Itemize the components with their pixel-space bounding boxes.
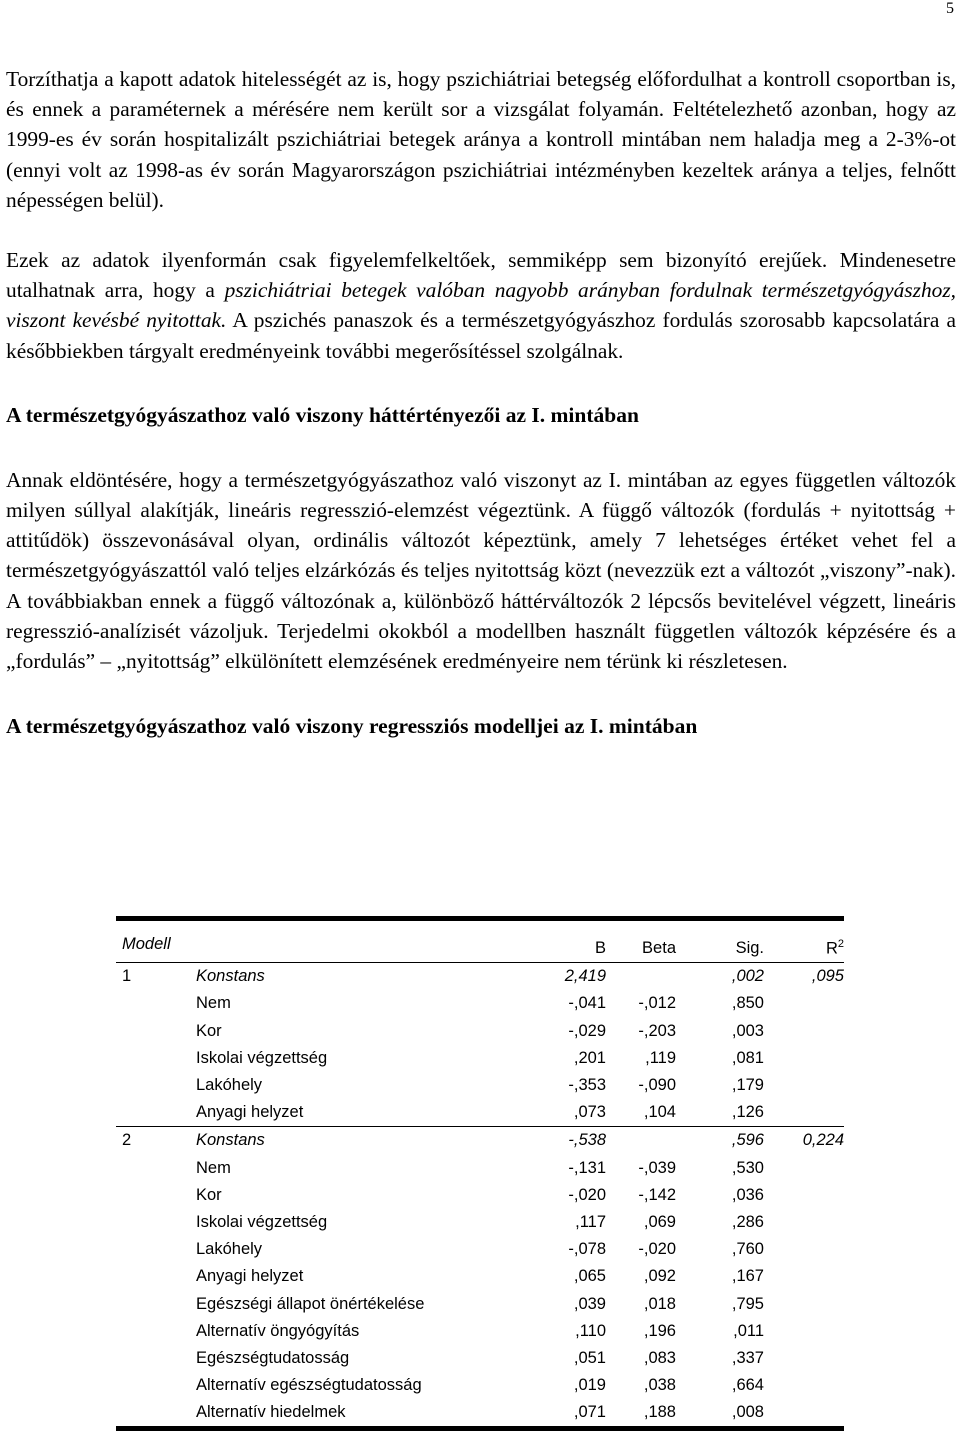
cell-b: -,020 (568, 1185, 606, 1204)
cell-b: -,353 (568, 1076, 606, 1095)
cell-r2 (764, 1099, 844, 1127)
table-header-row (116, 921, 844, 963)
cell-variable: Alternatív öngyógyítás (196, 1321, 360, 1340)
header-sig: Sig. (735, 939, 764, 958)
paragraph-2 (6, 245, 956, 366)
cell-sig: ,002 (676, 963, 764, 991)
header-b: B (594, 939, 606, 958)
cell-b: ,019 (573, 1376, 606, 1395)
cell-sig: ,286 (731, 1212, 764, 1231)
cell-r2 (764, 990, 844, 1017)
cell-model (116, 1290, 196, 1317)
table-row (116, 1345, 844, 1372)
cell-variable: Lakóhely (196, 1240, 263, 1259)
cell-beta: ,188 (643, 1403, 676, 1422)
cell-beta: ,069 (643, 1212, 676, 1231)
cell-beta: -,090 (638, 1076, 676, 1095)
cell-b: ,110 (575, 1321, 606, 1340)
cell-variable: Konstans (196, 963, 496, 991)
cell-beta: ,018 (643, 1294, 676, 1313)
cell-variable: Kor (196, 1021, 222, 1040)
cell-b: ,039 (573, 1294, 606, 1313)
cell-variable: Alternatív hiedelmek (196, 1403, 346, 1422)
table-row (116, 1236, 844, 1263)
cell-r2 (764, 1236, 844, 1263)
cell-variable: Kor (196, 1185, 222, 1204)
section-heading-2: A természetgyógyászathoz való viszony regressziós modelljei az I. mintában (6, 714, 698, 739)
cell-b: ,073 (573, 1103, 606, 1122)
paragraph-3: Annak eldöntésére, hogy a természetgyógyászathoz való viszonyt az I. mintában az egyes független változók milyen súllyal alakítják, lineáris regresszió-elemzést végeztünk. A függő változók (fordulás + nyitottság + attitűdök) összevonásával olyan, ordinális változót képeztünk, amely 7 lehetséges értéket vehet fel a természetgyógyászattól való teljes elzárkózás és teljes nyitottság közt (nevezzük ezt a változót „viszony”-nak). A továbbiakban ennek a függő változónak a, különböző háttérváltozók 2 lépcsős bevitelével végzett, lineáris regresszió-analízisét vázoljuk. Terjedelmi okokból a modellben használt független változók képzésére és a „fordulás” – „nyitottság” elkülönített elemzésének eredményeire nem térünk ki részletesen. (6, 467, 956, 674)
cell-beta: -,142 (638, 1185, 676, 1204)
cell-r2 (764, 1263, 844, 1290)
cell-sig: ,167 (731, 1267, 764, 1286)
cell-model (116, 1263, 196, 1290)
cell-sig: ,664 (731, 1376, 764, 1395)
cell-b: -,078 (568, 1240, 606, 1259)
cell-sig: ,011 (733, 1321, 764, 1340)
cell-variable: Nem (196, 994, 231, 1013)
cell-b: ,071 (573, 1403, 606, 1422)
cell-r2 (764, 1318, 844, 1345)
cell-r2: ,095 (764, 963, 844, 991)
cell-sig: ,337 (731, 1348, 764, 1367)
cell-model (116, 1372, 196, 1399)
cell-beta: ,196 (643, 1321, 676, 1340)
cell-r2 (764, 1290, 844, 1317)
cell-model (116, 1072, 196, 1099)
page-number: 5 (946, 0, 954, 17)
cell-r2 (764, 1018, 844, 1045)
table-row (116, 1263, 844, 1290)
cell-variable: Iskolai végzettség (196, 1048, 328, 1067)
table-row (116, 1209, 844, 1236)
cell-r2 (764, 1345, 844, 1372)
paragraph-1: Torzíthatja a kapott adatok hitelességét az is, hogy pszichiátriai betegség előfordulhat a kontroll csoportban is, és ennek a paraméternek a mérésére nem került sor a vizsgálat folyamán. Feltételezhető azonban, hogy az 1999-es év során hospitalizált pszichiátriai betegek aránya a kontroll mintában nem haladja meg a 2-3%-ot (ennyi volt az 1998-as év során Magyarországon pszichiátriai intézményben kezeltek aránya a teljes, felnőtt népességen belül). (6, 67, 956, 212)
cell-model (116, 1099, 196, 1127)
table-row (116, 1018, 844, 1045)
cell-r2 (764, 1182, 844, 1209)
cell-r2 (764, 1155, 844, 1182)
cell-b: -,041 (568, 994, 606, 1013)
cell-model: 2 (116, 1127, 196, 1155)
table-row (116, 1318, 844, 1345)
cell-variable: Egészségi állapot önértékelése (196, 1294, 425, 1313)
cell-beta: -,203 (638, 1021, 676, 1040)
table-row (116, 1399, 844, 1426)
table-row (116, 1045, 844, 1072)
cell-sig: ,126 (731, 1103, 764, 1122)
cell-beta: ,119 (645, 1048, 676, 1067)
cell-model (116, 1155, 196, 1182)
cell-model (116, 1209, 196, 1236)
cell-b: ,201 (573, 1048, 606, 1067)
cell-beta: -,039 (638, 1158, 676, 1177)
paragraph-2-italic: pszichiátriai betegek valóban nagyobb arányban fordulnak természetgyógyászhoz, viszont kevésbé nyitottak. (6, 278, 957, 333)
cell-b: -,538 (496, 1127, 606, 1155)
header-beta: Beta (642, 939, 676, 958)
cell-b: ,117 (575, 1212, 606, 1231)
table-row (116, 1127, 844, 1155)
cell-model (116, 1018, 196, 1045)
table-row (116, 990, 844, 1017)
cell-sig: ,530 (731, 1158, 764, 1177)
table-row (116, 963, 844, 991)
cell-sig: ,081 (731, 1048, 764, 1067)
cell-beta: ,038 (643, 1376, 676, 1395)
section-heading-1: A természetgyógyászathoz való viszony háttértényezői az I. mintában (6, 402, 639, 427)
cell-sig: ,036 (731, 1185, 764, 1204)
cell-model (116, 1318, 196, 1345)
cell-beta (606, 1127, 676, 1155)
cell-beta: -,012 (638, 994, 676, 1013)
cell-r2 (764, 1072, 844, 1099)
cell-model (116, 1236, 196, 1263)
cell-model (116, 1399, 196, 1426)
cell-variable: Konstans (196, 1127, 496, 1155)
cell-model (116, 1182, 196, 1209)
cell-variable: Iskolai végzettség (196, 1212, 328, 1231)
header-r2: $R^2$ (825, 937, 844, 958)
cell-b: -,029 (568, 1021, 606, 1040)
cell-r2 (764, 1399, 844, 1426)
cell-b: ,065 (573, 1267, 606, 1286)
paragraph-2-text-a: Ezek az adatok ilyenformán csak figyelemfelkeltőek, semmiképp sem bizonyító erejűek. Mindenesetre utalhatnak arra, hogy a (6, 248, 956, 303)
cell-r2: 0,224 (764, 1127, 844, 1155)
table-row (116, 1155, 844, 1182)
cell-sig: ,795 (731, 1294, 764, 1313)
cell-beta: ,104 (643, 1103, 676, 1122)
cell-b: 2,419 (496, 963, 606, 991)
table-row (116, 1372, 844, 1399)
cell-variable: Anyagi helyzet (196, 1103, 304, 1122)
table-row (116, 1290, 844, 1317)
cell-r2 (764, 1045, 844, 1072)
cell-b: ,051 (573, 1348, 606, 1367)
cell-b: -,131 (568, 1158, 606, 1177)
cell-variable: Anyagi helyzet (196, 1267, 304, 1286)
cell-sig: ,008 (731, 1403, 764, 1422)
cell-model (116, 990, 196, 1017)
cell-variable: Lakóhely (196, 1076, 263, 1095)
cell-variable: Nem (196, 1158, 231, 1177)
cell-variable: Alternatív egészségtudatosság (196, 1376, 422, 1395)
document-body (6, 64, 956, 741)
table-row (116, 1182, 844, 1209)
header-modell: Modell (122, 935, 171, 953)
cell-model: 1 (116, 963, 196, 991)
cell-model (116, 1345, 196, 1372)
table-row (116, 1099, 844, 1127)
cell-beta: ,092 (643, 1267, 676, 1286)
cell-sig: ,179 (731, 1076, 764, 1095)
table-row (116, 1072, 844, 1099)
cell-r2 (764, 1209, 844, 1236)
cell-variable: Egészségtudatosság (196, 1348, 350, 1367)
cell-sig: ,596 (676, 1127, 764, 1155)
regression-table (116, 916, 844, 1431)
cell-sig: ,850 (731, 994, 764, 1013)
cell-beta: -,020 (638, 1240, 676, 1259)
paragraph-2-text-b: A pszichés panaszok és a természetgyógyászhoz fordulás szorosabb kapcsolatára a későbbiekben tárgyalt eredményeink további megerősítéssel szolgálnak. (6, 308, 956, 363)
cell-beta (606, 963, 676, 991)
cell-sig: ,760 (731, 1240, 764, 1259)
cell-sig: ,003 (731, 1021, 764, 1040)
cell-beta: ,083 (643, 1348, 676, 1367)
cell-r2 (764, 1372, 844, 1399)
cell-model (116, 1045, 196, 1072)
